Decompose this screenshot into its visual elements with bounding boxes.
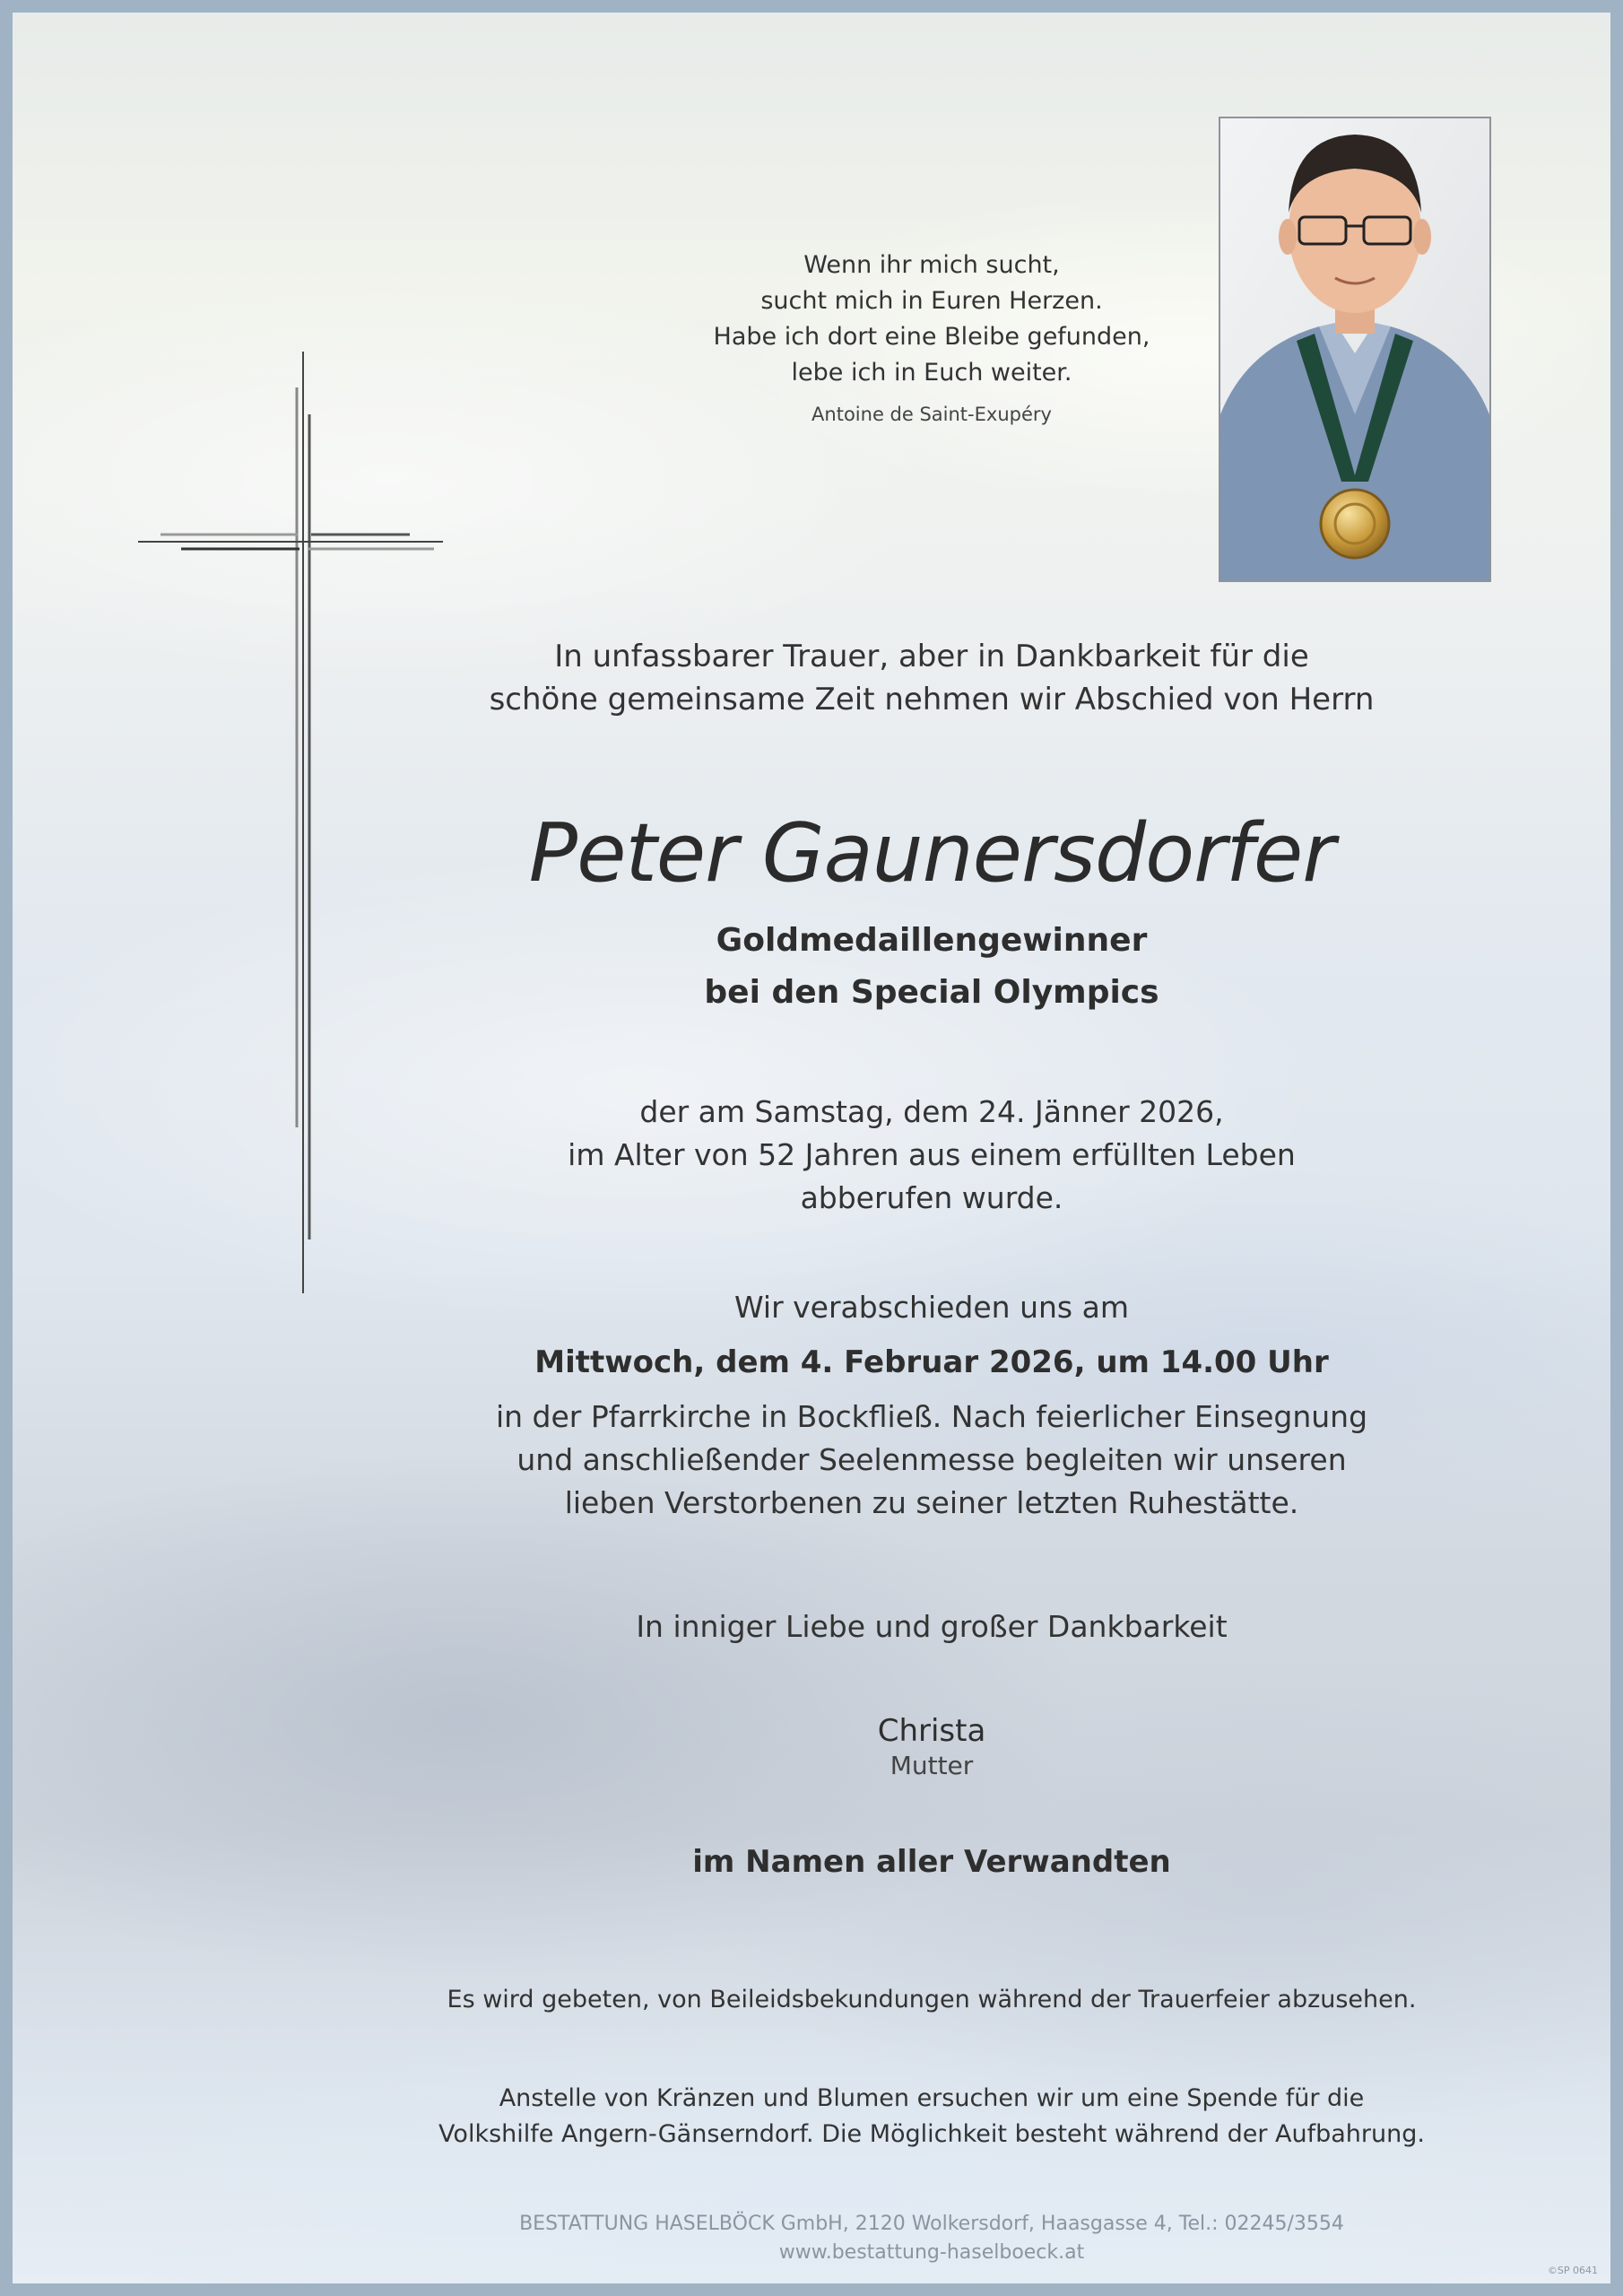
title-line: Goldmedaillengewinner — [716, 922, 1148, 959]
mourner — [282, 1711, 1582, 1780]
farewell-datetime: Mittwoch, dem 4. Februar 2026, um 14.00 Uhr — [534, 1344, 1329, 1380]
obituary-card — [13, 13, 1610, 2283]
death-notice-line: abberufen wurde. — [800, 1180, 1063, 1215]
portrait-photo — [1219, 117, 1491, 582]
footer-website: www.bestattung-haselboeck.at — [778, 2241, 1085, 2264]
title-line: bei den Special Olympics — [704, 974, 1159, 1011]
quote-line: Wenn ihr mich sucht, — [803, 251, 1060, 279]
farewell-detail-line: in der Pfarrkirche in Bockfließ. Nach feierlicher Einsegnung — [495, 1399, 1368, 1434]
donation-line: Volkshilfe Angern-Gänserndorf. Die Möglichkeit besteht während der Aufbahrung. — [438, 2120, 1425, 2148]
death-notice-line: im Alter von 52 Jahren aus einem erfüllten Leben — [568, 1137, 1296, 1172]
quote-line: sucht mich in Euren Herzen. — [760, 287, 1103, 315]
quote-line: Habe ich dort eine Bleibe gefunden, — [713, 323, 1150, 351]
deceased-title — [282, 915, 1582, 1019]
donation-notice — [282, 2081, 1582, 2152]
condolence-request: Es wird gebeten, von Beileidsbekundungen während der Trauerfeier abzusehen. — [447, 1986, 1417, 2013]
death-notice — [282, 1091, 1582, 1220]
deceased-name: Peter Gaunersdorfer — [528, 806, 1335, 900]
relatives-text: im Namen aller Verwandten — [692, 1844, 1171, 1880]
mourner-name: Christa — [877, 1713, 986, 1749]
intro-line: schöne gemeinsame Zeit nehmen wir Abschied von Herrn — [489, 682, 1375, 718]
intro-text — [282, 635, 1582, 721]
farewell-intro: Wir verabschieden uns am — [734, 1290, 1129, 1325]
death-notice-line: der am Samstag, dem 24. Jänner 2026, — [639, 1094, 1224, 1129]
quote-author: Antoine de Saint-Exupéry — [812, 404, 1052, 425]
print-code: ©SP 0641 — [1547, 2265, 1598, 2276]
farewell-detail-line: und anschließender Seelenmesse begleiten wir unseren — [516, 1442, 1347, 1477]
intro-line: In unfassbarer Trauer, aber in Dankbarkeit für die — [554, 639, 1309, 674]
farewell-details — [282, 1396, 1582, 1525]
closing-text: In inniger Liebe und großer Dankbarkeit — [636, 1609, 1228, 1644]
quote-line: lebe ich in Euch weiter. — [791, 359, 1072, 387]
funeral-home-footer — [282, 2210, 1582, 2267]
footer-address: BESTATTUNG HASELBÖCK GmbH, 2120 Wolkersdorf, Haasgasse 4, Tel.: 02245/3554 — [519, 2213, 1344, 2235]
donation-line: Anstelle von Kränzen und Blumen ersuchen wir um eine Spende für die — [499, 2084, 1365, 2112]
mourner-relation: Mutter — [890, 1751, 974, 1780]
farewell-detail-line: lieben Verstorbenen zu seiner letzten Ruhestätte. — [564, 1485, 1299, 1520]
